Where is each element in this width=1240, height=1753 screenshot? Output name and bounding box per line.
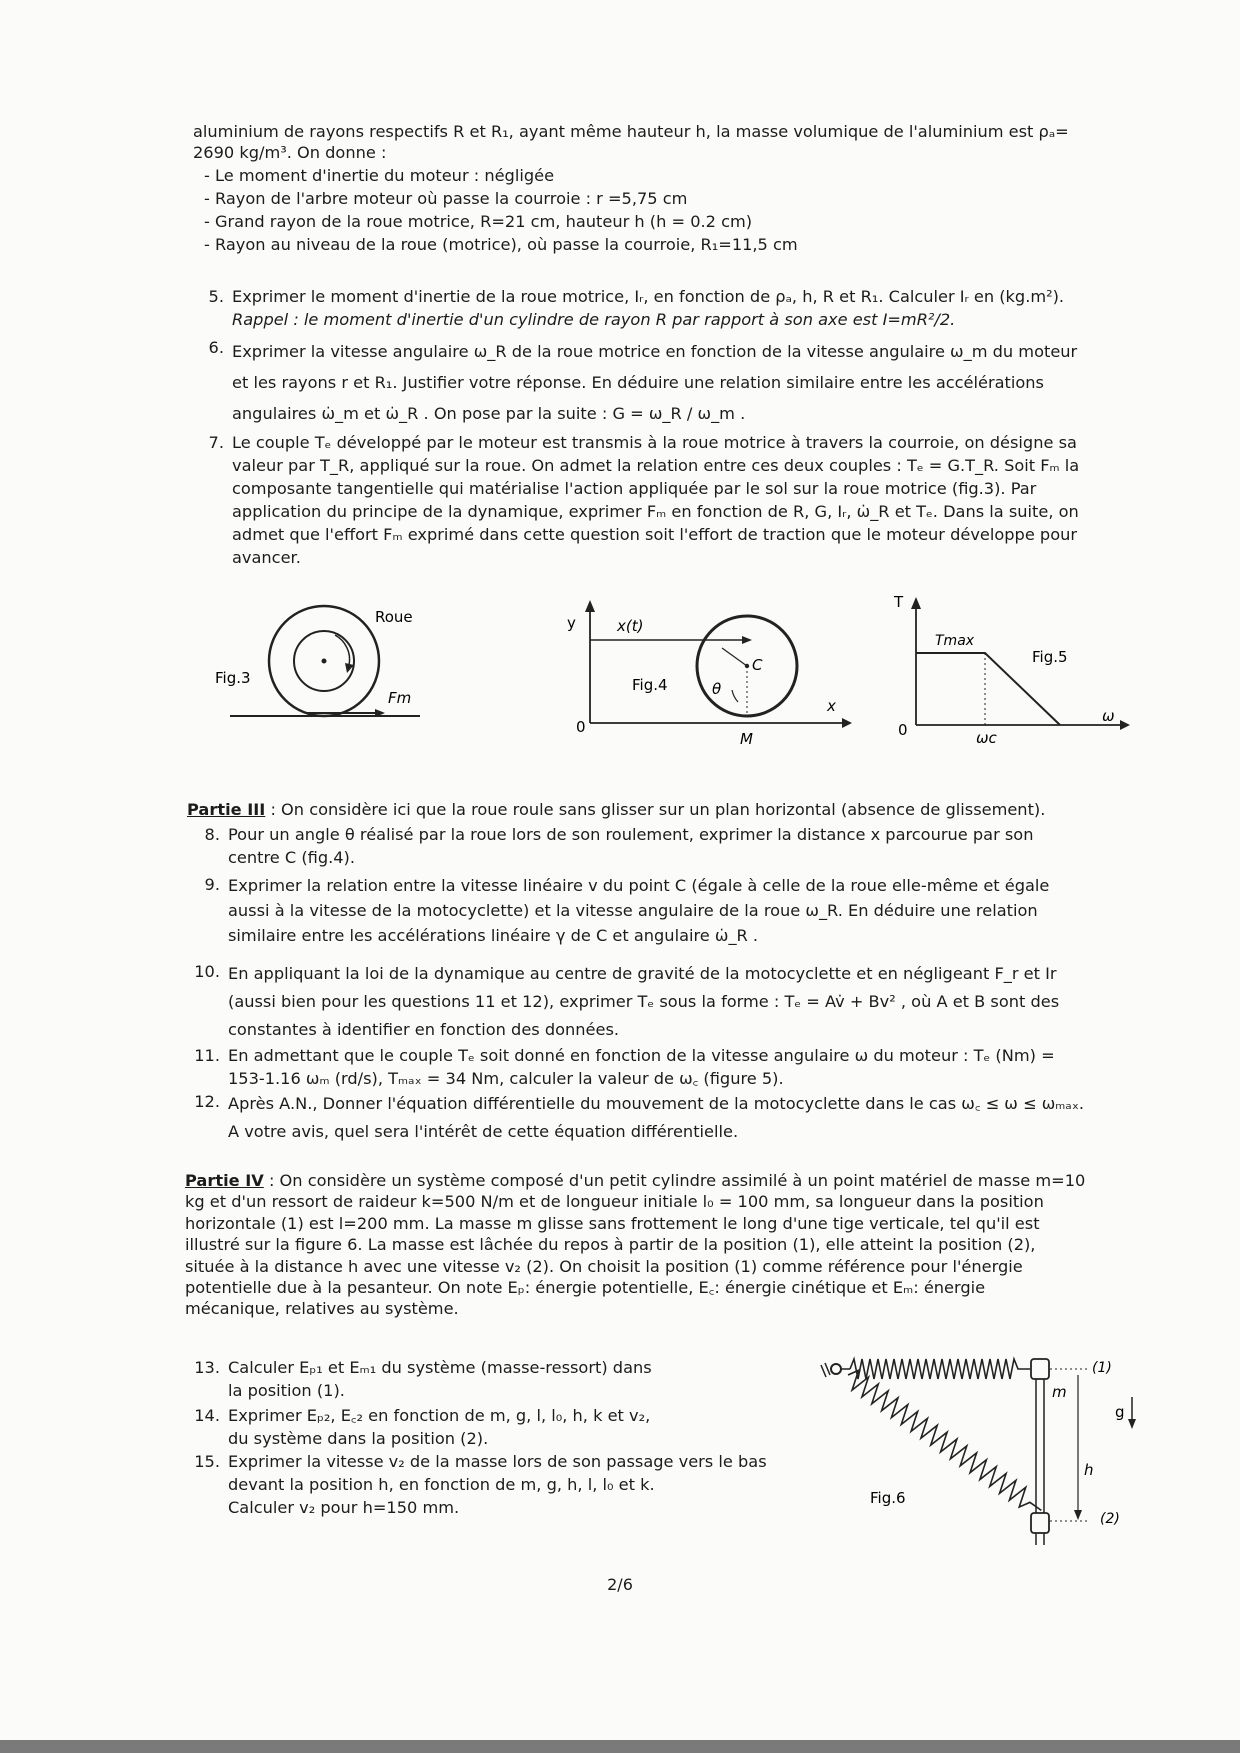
intro-bullet: - Rayon au niveau de la roue (motrice), où passe la courroie, R₁=11,5 cm <box>204 235 798 254</box>
question-line: (aussi bien pour les questions 11 et 12), exprimer Tₑ sous la forme : Tₑ = Av̇ + Bv² , où A et B sont des <box>228 992 1060 1011</box>
question-line: 153-1.16 ωₘ (rd/s), Tₘₐₓ = 34 Nm, calculer la valeur de ω꜀ (figure 5). <box>228 1069 784 1088</box>
wheel-center <box>322 659 327 664</box>
question-11 <box>192 1044 1142 1090</box>
figure-6 <box>820 1345 1140 1555</box>
question-line: Calculer Eₚ₁ et Eₘ₁ du système (masse-ressort) dans <box>228 1358 652 1377</box>
question-line: Exprimer la vitesse angulaire ω_R de la roue motrice en fonction de la vitesse angulaire ω_m du moteur <box>232 342 1078 361</box>
question-line: la position (1). <box>228 1381 345 1400</box>
question-number: 15. <box>194 1452 220 1471</box>
g-label: g <box>1115 1403 1125 1421</box>
mass-position-1 <box>1031 1359 1049 1379</box>
question-number: 5. <box>208 287 224 306</box>
question-line: Rappel : le moment d'inertie d'un cylindre de rayon R par rapport à son axe est I=mR²/2. <box>232 310 956 329</box>
question-line: centre C (fig.4). <box>228 848 356 867</box>
question-line: Exprimer le moment d'inertie de la roue motrice, Iᵣ, en fonction de ρₐ, h, R et R₁. Calculer Iᵣ en (kg.m²). <box>232 287 1065 306</box>
question-8 <box>192 823 1142 873</box>
part4-line: illustré sur la figure 6. La masse est lâchée du repos à partir de la position (1), elle atteint la position (2), <box>185 1235 1036 1255</box>
question-line: composante tangentielle qui matérialise l'action appliquée par le sol sur la roue motrice (fig.3). Par <box>232 479 1037 498</box>
part4-line: kg et d'un ressort de raideur k=500 N/m et de longueur initiale l₀ = 100 mm, sa longueur dans la position <box>185 1192 1044 1212</box>
question-line: application du principe de la dynamique, exprimer Fₘ en fonction de R, G, Iᵣ, ω̇_R et Tₑ. Dans la suite, on <box>232 502 1079 521</box>
question-12 <box>192 1090 1142 1146</box>
question-line: aussi à la vitesse de la motocyclette) et la vitesse angulaire de la roue ω_R. En déduire une relation <box>228 901 1038 920</box>
question-line: Pour un angle θ réalisé par la roue lors de son roulement, exprimer la distance x parcourue par son <box>228 825 1034 844</box>
question-9 <box>192 873 1142 953</box>
fig6-label: Fig.6 <box>870 1489 906 1507</box>
intro-bullet: - Le moment d'inertie du moteur : négligée <box>204 166 555 185</box>
wc-label: ωc <box>976 729 997 745</box>
intro-line-1: aluminium de rayons respectifs R et R₁, ayant même hauteur h, la masse volumique de l'aluminium est ρₐ= <box>193 122 1069 141</box>
c-label: C <box>752 656 763 674</box>
h-label: h <box>1084 1461 1094 1479</box>
part4-line: potentielle due à la pesanteur. On note Eₚ: énergie potentielle, E꜀: énergie cinétique et Eₘ: énergie <box>185 1277 986 1297</box>
question-number: 7. <box>208 433 224 452</box>
question-number: 6. <box>208 338 224 357</box>
roue-label: Roue <box>375 608 413 626</box>
spring-horizontal <box>850 1359 1030 1379</box>
figure-4 <box>562 598 852 748</box>
question-10 <box>192 960 1142 1044</box>
rotation-arrow <box>335 635 350 665</box>
anchor-hatch <box>821 1365 826 1377</box>
question-5 <box>196 285 1136 335</box>
question-number: 14. <box>194 1406 220 1425</box>
h-arrowhead <box>1074 1510 1082 1520</box>
question-13 <box>192 1356 812 1402</box>
radius-line <box>722 648 747 666</box>
part3-heading <box>187 800 1045 819</box>
question-line: avancer. <box>232 548 301 567</box>
question-15 <box>192 1450 812 1520</box>
pos1-label: (1) <box>1092 1360 1112 1376</box>
question-line: En admettant que le couple Tₑ soit donné en fonction de la vitesse angulaire ω du moteur : Tₑ (Nm) = <box>228 1046 1055 1065</box>
part4-line: horizontale (1) est l=200 mm. La masse m glisse sans frottement le long d'une tige verticale, tel qu'il est <box>185 1213 1040 1233</box>
question-line: devant la position h, en fonction de m, g, h, l, l₀ et k. <box>228 1475 655 1494</box>
x-label: x <box>827 697 836 715</box>
question-line: Calculer v₂ pour h=150 mm. <box>228 1498 460 1517</box>
displacement-arrow <box>742 636 752 644</box>
question-line: A votre avis, quel sera l'intérêt de cette équation différentielle. <box>228 1122 739 1141</box>
question-number: 9. <box>204 875 220 894</box>
question-line: et les rayons r et R₁. Justifier votre réponse. En déduire une relation similaire entre les accélérations <box>232 373 1044 392</box>
spring-anchor <box>831 1364 841 1374</box>
y-label: y <box>567 614 576 632</box>
x-axis-arrow <box>842 718 852 728</box>
question-7 <box>196 431 1136 571</box>
question-line: Exprimer la vitesse v₂ de la masse lors de son passage vers le bas <box>228 1452 767 1471</box>
y-axis-arrow <box>585 600 595 612</box>
t-axis-arrow <box>911 597 921 609</box>
question-number: 12. <box>194 1092 220 1111</box>
question-line: constantes à identifier en fonction des données. <box>228 1020 620 1039</box>
page-number: 2/6 <box>607 1575 633 1594</box>
question-line: Exprimer la relation entre la vitesse linéaire v du point C (égale à celle de la roue elle-même et égale <box>228 876 1050 895</box>
intro-bullet: - Rayon de l'arbre moteur où passe la courroie : r =5,75 cm <box>204 189 688 208</box>
question-line: En appliquant la loi de la dynamique au centre de gravité de la motocyclette et en négligeant F_r et Ir <box>228 964 1057 983</box>
fig4-label: Fig.4 <box>632 676 668 694</box>
question-line: Exprimer Eₚ₂, E꜀₂ en fonction de m, g, l, l₀, h, k et v₂, <box>228 1406 651 1425</box>
origin-label: 0 <box>898 721 908 739</box>
part4-title: Partie IV <box>185 1171 264 1190</box>
question-line: Après A.N., Donner l'équation différentielle du mouvement de la motocyclette dans le cas ω꜀ ≤ ω ≤ ωₘₐₓ. <box>228 1094 1085 1113</box>
theta-label: θ <box>712 680 722 698</box>
origin-label: 0 <box>576 718 586 736</box>
pos2-label: (2) <box>1100 1511 1120 1527</box>
figure-5 <box>890 595 1135 745</box>
question-line: du système dans la position (2). <box>228 1429 489 1448</box>
question-line: Le couple Tₑ développé par le moteur est transmis à la roue motrice à travers la courroie, on désigne sa <box>232 433 1077 452</box>
xt-label: x(t) <box>617 617 644 635</box>
intro-line-2: 2690 kg/m³. On donne : <box>193 143 387 162</box>
question-number: 10. <box>194 962 220 981</box>
anchor-hatch <box>825 1363 830 1375</box>
force-label: Fm <box>388 689 412 707</box>
omega-axis-arrow <box>1120 720 1130 730</box>
question-14 <box>192 1404 812 1450</box>
figure-3 <box>205 595 430 735</box>
t-label: T <box>894 595 904 611</box>
question-line: similaire entre les accélérations linéaire γ de C et angulaire ω̇_R . <box>228 926 759 945</box>
m-label: M <box>740 730 753 748</box>
tmax-label: Tmax <box>935 633 975 649</box>
part3-intro: : On considère ici que la roue roule sans glisser sur un plan horizontal (absence de glissement). <box>265 800 1046 819</box>
mass-position-2 <box>1031 1513 1049 1533</box>
w-label: ω <box>1102 707 1115 725</box>
question-number: 13. <box>194 1358 220 1377</box>
gravity-arrowhead <box>1128 1419 1136 1429</box>
part4-line: : On considère un système composé d'un petit cylindre assimilé à un point matériel de masse m=10 <box>263 1171 1086 1190</box>
part4-line: située à la distance h avec une vitesse v₂ (2). On choisit la position (1) comme référence pour l'énergie <box>185 1256 1023 1276</box>
theta-arc <box>732 690 738 702</box>
fig3-label: Fig.3 <box>215 669 251 687</box>
question-number: 11. <box>194 1046 220 1065</box>
question-number: 8. <box>204 825 220 844</box>
part3-title: Partie III <box>187 800 266 819</box>
intro-bullet: - Grand rayon de la roue motrice, R=21 cm, hauteur h (h = 0.2 cm) <box>204 212 753 231</box>
part4-line: mécanique, relatives au système. <box>185 1299 459 1319</box>
question-6 <box>196 336 1136 423</box>
scan-edge <box>0 1740 1240 1753</box>
m-label: m <box>1052 1383 1067 1401</box>
fig5-label: Fig.5 <box>1032 648 1068 666</box>
part4-paragraph <box>185 1170 1145 1320</box>
question-line: admet que l'effort Fₘ exprimé dans cette question soit l'effort de traction que le moteur développe pour <box>232 525 1078 544</box>
question-line: valeur par T_R, appliqué sur la roue. On admet la relation entre ces deux couples : Tₑ = G.T_R. Soit Fₘ la <box>232 456 1080 475</box>
question-line: angulaires ω̇_m et ω̇_R . On pose par la suite : G = ω_R / ω_m . <box>232 404 746 423</box>
